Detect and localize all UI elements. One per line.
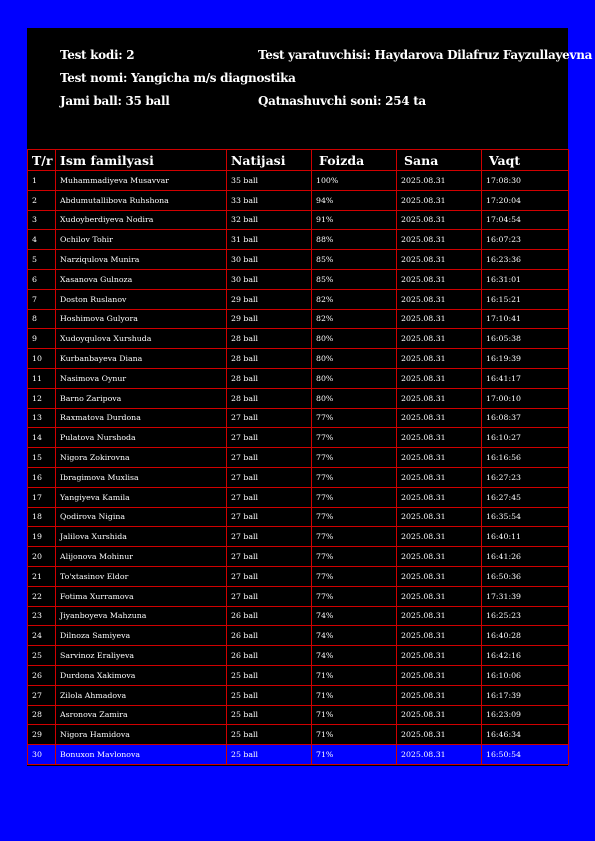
row-index: 20 <box>28 547 56 567</box>
participant-name: Ochilov Tohir <box>56 230 227 250</box>
result-score: 28 ball <box>227 368 312 388</box>
table-row <box>28 626 569 646</box>
result-time: 16:41:17 <box>482 368 569 388</box>
total-score: Jami ball: 35 ball <box>60 94 170 108</box>
table-row <box>28 566 569 586</box>
result-percent: 77% <box>312 448 397 468</box>
result-percent: 77% <box>312 547 397 567</box>
result-date: 2025.08.31 <box>397 388 482 408</box>
result-time: 16:50:54 <box>482 745 569 765</box>
result-date: 2025.08.31 <box>397 230 482 250</box>
row-index: 3 <box>28 210 56 230</box>
result-percent: 94% <box>312 190 397 210</box>
result-date: 2025.08.31 <box>397 725 482 745</box>
result-score: 29 ball <box>227 289 312 309</box>
participant-name: Narziqulova Munira <box>56 250 227 270</box>
table-row <box>28 171 569 191</box>
result-percent: 80% <box>312 349 397 369</box>
result-score: 28 ball <box>227 388 312 408</box>
result-percent: 71% <box>312 685 397 705</box>
table-row <box>28 646 569 666</box>
result-score: 27 ball <box>227 448 312 468</box>
result-date: 2025.08.31 <box>397 269 482 289</box>
table-row <box>28 309 569 329</box>
table-row <box>28 685 569 705</box>
result-percent: 71% <box>312 705 397 725</box>
result-date: 2025.08.31 <box>397 309 482 329</box>
result-score: 27 ball <box>227 408 312 428</box>
result-percent: 85% <box>312 269 397 289</box>
result-percent: 71% <box>312 665 397 685</box>
test-code: Test kodi: 2 <box>60 48 135 62</box>
table-row <box>28 329 569 349</box>
table-row <box>28 705 569 725</box>
result-percent: 74% <box>312 646 397 666</box>
result-time: 16:31:01 <box>482 269 569 289</box>
result-percent: 71% <box>312 745 397 765</box>
result-score: 25 ball <box>227 685 312 705</box>
result-score: 27 ball <box>227 507 312 527</box>
result-time: 17:08:30 <box>482 171 569 191</box>
column-header-result: Natijasi <box>227 150 312 171</box>
result-date: 2025.08.31 <box>397 329 482 349</box>
result-date: 2025.08.31 <box>397 527 482 547</box>
result-percent: 77% <box>312 527 397 547</box>
participant-name: Xasanova Gulnoza <box>56 269 227 289</box>
row-index: 17 <box>28 487 56 507</box>
participant-name: Bonuxon Mavlonova <box>56 745 227 765</box>
participant-name: Hoshimova Gulyora <box>56 309 227 329</box>
result-time: 16:50:36 <box>482 566 569 586</box>
participant-name: Raxmatova Durdona <box>56 408 227 428</box>
table-row <box>28 725 569 745</box>
result-date: 2025.08.31 <box>397 467 482 487</box>
column-header-name: Ism familyasi <box>56 150 227 171</box>
participant-name: Sarvinoz Eraliyeva <box>56 646 227 666</box>
participant-name: Nigora Hamidova <box>56 725 227 745</box>
row-index: 14 <box>28 428 56 448</box>
table-row <box>28 269 569 289</box>
result-score: 31 ball <box>227 230 312 250</box>
result-date: 2025.08.31 <box>397 507 482 527</box>
participant-name: Barno Zaripova <box>56 388 227 408</box>
table-row <box>28 487 569 507</box>
participant-name: Doston Ruslanov <box>56 289 227 309</box>
table-row <box>28 210 569 230</box>
results-sheet <box>27 28 593 766</box>
result-score: 35 ball <box>227 171 312 191</box>
participant-name: Jiyanboyeva Mahzuna <box>56 606 227 626</box>
result-score: 28 ball <box>227 349 312 369</box>
table-row <box>28 745 569 765</box>
participant-name: Yangiyeva Kamila <box>56 487 227 507</box>
result-time: 17:10:41 <box>482 309 569 329</box>
result-score: 25 ball <box>227 745 312 765</box>
result-percent: 71% <box>312 725 397 745</box>
result-percent: 85% <box>312 250 397 270</box>
participant-name: Nigora Zokirovna <box>56 448 227 468</box>
result-percent: 82% <box>312 309 397 329</box>
result-percent: 77% <box>312 428 397 448</box>
row-index: 16 <box>28 467 56 487</box>
result-percent: 77% <box>312 586 397 606</box>
table-row <box>28 586 569 606</box>
row-index: 8 <box>28 309 56 329</box>
table-row <box>28 428 569 448</box>
participant-name: Abdumutallibova Ruhshona <box>56 190 227 210</box>
result-percent: 77% <box>312 467 397 487</box>
result-time: 16:40:28 <box>482 626 569 646</box>
table-row <box>28 230 569 250</box>
result-score: 29 ball <box>227 309 312 329</box>
result-time: 16:17:39 <box>482 685 569 705</box>
row-index: 1 <box>28 171 56 191</box>
result-time: 16:07:23 <box>482 230 569 250</box>
result-time: 16:35:54 <box>482 507 569 527</box>
result-date: 2025.08.31 <box>397 210 482 230</box>
result-time: 16:27:23 <box>482 467 569 487</box>
column-header-index: T/r <box>28 150 56 171</box>
table-row <box>28 289 569 309</box>
row-index: 13 <box>28 408 56 428</box>
participant-name: Jalilova Xurshida <box>56 527 227 547</box>
table-row <box>28 250 569 270</box>
result-time: 16:23:36 <box>482 250 569 270</box>
result-time: 16:15:21 <box>482 289 569 309</box>
result-score: 27 ball <box>227 487 312 507</box>
row-index: 4 <box>28 230 56 250</box>
result-score: 28 ball <box>227 329 312 349</box>
result-score: 27 ball <box>227 547 312 567</box>
row-index: 21 <box>28 566 56 586</box>
result-score: 30 ball <box>227 250 312 270</box>
row-index: 6 <box>28 269 56 289</box>
result-score: 30 ball <box>227 269 312 289</box>
result-date: 2025.08.31 <box>397 487 482 507</box>
participant-name: Zilola Ahmadova <box>56 685 227 705</box>
participant-name: Pulatova Nurshoda <box>56 428 227 448</box>
results-table <box>27 149 569 765</box>
table-row <box>28 408 569 428</box>
result-date: 2025.08.31 <box>397 428 482 448</box>
participant-name: Ibragimova Muxlisa <box>56 467 227 487</box>
result-time: 17:04:54 <box>482 210 569 230</box>
result-time: 16:25:23 <box>482 606 569 626</box>
result-score: 26 ball <box>227 646 312 666</box>
result-score: 25 ball <box>227 725 312 745</box>
row-index: 11 <box>28 368 56 388</box>
result-time: 17:00:10 <box>482 388 569 408</box>
result-date: 2025.08.31 <box>397 705 482 725</box>
table-row <box>28 606 569 626</box>
result-time: 16:23:09 <box>482 705 569 725</box>
results-body <box>28 171 569 765</box>
participant-name: Qodirova Nigina <box>56 507 227 527</box>
row-index: 28 <box>28 705 56 725</box>
table-row <box>28 467 569 487</box>
result-date: 2025.08.31 <box>397 448 482 468</box>
table-row <box>28 547 569 567</box>
table-row <box>28 190 569 210</box>
result-time: 16:42:16 <box>482 646 569 666</box>
participant-name: Muhammadiyeva Musavvar <box>56 171 227 191</box>
participant-name: Asronova Zamira <box>56 705 227 725</box>
result-date: 2025.08.31 <box>397 685 482 705</box>
result-date: 2025.08.31 <box>397 547 482 567</box>
row-index: 9 <box>28 329 56 349</box>
table-row <box>28 665 569 685</box>
result-score: 32 ball <box>227 210 312 230</box>
result-percent: 77% <box>312 507 397 527</box>
row-index: 15 <box>28 448 56 468</box>
result-percent: 74% <box>312 606 397 626</box>
result-time: 16:16:56 <box>482 448 569 468</box>
result-time: 16:46:34 <box>482 725 569 745</box>
result-date: 2025.08.31 <box>397 566 482 586</box>
result-score: 27 ball <box>227 467 312 487</box>
result-time: 16:10:27 <box>482 428 569 448</box>
row-index: 18 <box>28 507 56 527</box>
result-score: 25 ball <box>227 665 312 685</box>
row-index: 5 <box>28 250 56 270</box>
participant-name: Alijonova Mohinur <box>56 547 227 567</box>
result-time: 16:40:11 <box>482 527 569 547</box>
result-date: 2025.08.31 <box>397 665 482 685</box>
result-score: 27 ball <box>227 586 312 606</box>
result-score: 26 ball <box>227 606 312 626</box>
result-time: 17:20:04 <box>482 190 569 210</box>
result-percent: 77% <box>312 408 397 428</box>
participant-name: Nasimova Oynur <box>56 368 227 388</box>
result-date: 2025.08.31 <box>397 745 482 765</box>
result-time: 16:41:26 <box>482 547 569 567</box>
row-index: 7 <box>28 289 56 309</box>
result-date: 2025.08.31 <box>397 171 482 191</box>
test-info-header <box>27 28 593 148</box>
column-header-date: Sana <box>397 150 482 171</box>
result-date: 2025.08.31 <box>397 250 482 270</box>
result-percent: 77% <box>312 487 397 507</box>
row-index: 25 <box>28 646 56 666</box>
participant-count: Qatnashuvchi soni: 254 ta <box>258 94 426 108</box>
table-row <box>28 368 569 388</box>
row-index: 26 <box>28 665 56 685</box>
row-index: 30 <box>28 745 56 765</box>
result-score: 27 ball <box>227 566 312 586</box>
row-index: 2 <box>28 190 56 210</box>
table-row <box>28 527 569 547</box>
table-row <box>28 349 569 369</box>
result-date: 2025.08.31 <box>397 368 482 388</box>
table-row <box>28 388 569 408</box>
row-index: 22 <box>28 586 56 606</box>
row-index: 29 <box>28 725 56 745</box>
result-percent: 74% <box>312 626 397 646</box>
row-index: 12 <box>28 388 56 408</box>
result-time: 16:27:45 <box>482 487 569 507</box>
result-percent: 80% <box>312 329 397 349</box>
result-date: 2025.08.31 <box>397 586 482 606</box>
result-percent: 77% <box>312 566 397 586</box>
row-index: 10 <box>28 349 56 369</box>
row-index: 27 <box>28 685 56 705</box>
result-time: 16:10:06 <box>482 665 569 685</box>
participant-name: Durdona Xakimova <box>56 665 227 685</box>
table-row <box>28 448 569 468</box>
result-time: 16:19:39 <box>482 349 569 369</box>
column-header-percent: Foizda <box>312 150 397 171</box>
result-time: 16:05:38 <box>482 329 569 349</box>
test-name: Test nomi: Yangicha m/s diagnostika <box>60 71 296 85</box>
result-score: 33 ball <box>227 190 312 210</box>
column-header-time: Vaqt <box>482 150 569 171</box>
participant-name: Xudoyqulova Xurshuda <box>56 329 227 349</box>
result-score: 27 ball <box>227 428 312 448</box>
result-percent: 91% <box>312 210 397 230</box>
row-index: 23 <box>28 606 56 626</box>
table-header-row <box>28 150 569 171</box>
participant-name: Xudoyberdiyeva Nodira <box>56 210 227 230</box>
result-time: 17:31:39 <box>482 586 569 606</box>
result-date: 2025.08.31 <box>397 408 482 428</box>
result-percent: 88% <box>312 230 397 250</box>
result-date: 2025.08.31 <box>397 626 482 646</box>
row-index: 24 <box>28 626 56 646</box>
result-date: 2025.08.31 <box>397 349 482 369</box>
result-date: 2025.08.31 <box>397 289 482 309</box>
result-score: 25 ball <box>227 705 312 725</box>
result-percent: 80% <box>312 368 397 388</box>
result-date: 2025.08.31 <box>397 606 482 626</box>
result-date: 2025.08.31 <box>397 646 482 666</box>
result-score: 26 ball <box>227 626 312 646</box>
participant-name: To'xtasinov Eldor <box>56 566 227 586</box>
participant-name: Fotima Xurramova <box>56 586 227 606</box>
result-score: 27 ball <box>227 527 312 547</box>
table-row <box>28 507 569 527</box>
row-index: 19 <box>28 527 56 547</box>
result-percent: 82% <box>312 289 397 309</box>
participant-name: Dilnoza Samiyeva <box>56 626 227 646</box>
participant-name: Kurbanbayeva Diana <box>56 349 227 369</box>
result-time: 16:08:37 <box>482 408 569 428</box>
result-percent: 80% <box>312 388 397 408</box>
result-percent: 100% <box>312 171 397 191</box>
test-creator: Test yaratuvchisi: Haydarova Dilafruz Fayzullayevna <box>258 48 593 62</box>
result-date: 2025.08.31 <box>397 190 482 210</box>
